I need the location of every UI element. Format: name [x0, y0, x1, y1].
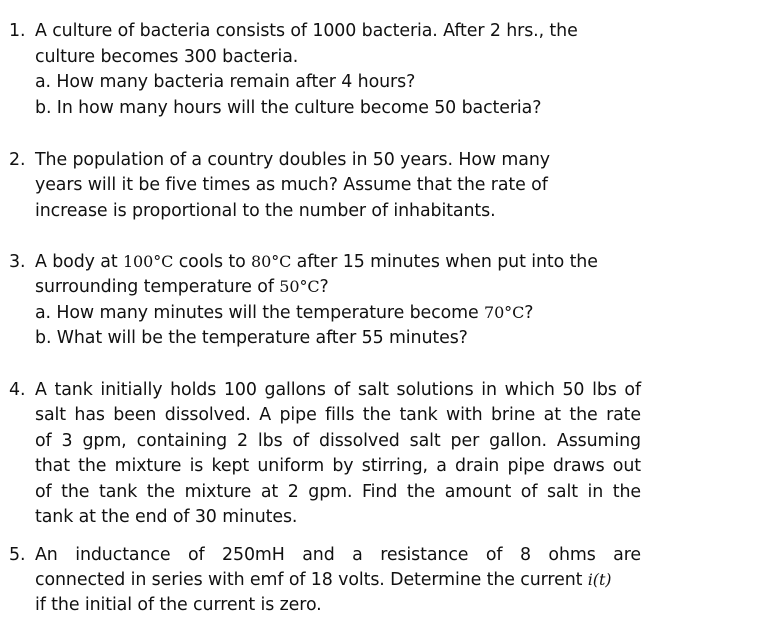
problem-3-line-2-text-b: ? — [319, 277, 329, 297]
problem-1-number: 1. — [9, 21, 26, 41]
problem-3-line-2 — [35, 276, 329, 298]
problem-4-line-5: of the tank the mixture at 2 gpm. Find the amount of salt in the — [35, 482, 641, 502]
temperature-50c: 50°C — [279, 277, 320, 296]
problem-4-line-3: of 3 gpm, containing 2 lbs of dissolved salt per gallon. Assuming — [35, 431, 641, 451]
problem-5-number: 5. — [9, 545, 26, 565]
problem-2-number: 2. — [9, 150, 26, 170]
problem-4-line-2: salt has been dissolved. A pipe fills the tank with brine at the rate — [35, 405, 641, 425]
temperature-80c: 80°C — [251, 252, 292, 271]
problem-5-line-2 — [35, 569, 611, 591]
problem-5-line-3: if the initial of the current is zero. — [35, 595, 322, 615]
problem-1-part-a: a. How many bacteria remain after 4 hours? — [35, 72, 416, 92]
problem-3-line-1-text-a: A body at — [35, 252, 123, 272]
current-symbol: i(t) — [587, 570, 612, 589]
problem-2-line-3: increase is proportional to the number of inhabitants. — [35, 201, 496, 221]
problem-3-part-b: b. What will be the temperature after 55 minutes? — [35, 328, 468, 348]
problem-3-line-2-text-a: surrounding temperature of — [35, 277, 280, 297]
problem-1-line-2: culture becomes 300 bacteria. — [35, 47, 299, 67]
problem-3-line-1 — [35, 251, 598, 273]
problem-4-line-6: tank at the end of 30 minutes. — [35, 507, 298, 527]
problem-5-line-2-text: connected in series with emf of 18 volts. Determine the current — [35, 570, 588, 590]
problem-1-line-1: A culture of bacteria consists of 1000 bacteria. After 2 hrs., the — [35, 21, 578, 41]
problem-3-line-1-text-c: after 15 minutes when put into the — [291, 252, 598, 272]
problem-3-part-a — [35, 302, 533, 324]
temperature-70c: 70°C — [484, 303, 525, 322]
problem-1-part-b: b. In how many hours will the culture become 50 bacteria? — [35, 98, 542, 118]
problem-4-number: 4. — [9, 380, 26, 400]
problem-3-part-a-text: a. How many minutes will the temperature become — [35, 303, 485, 323]
problem-3-line-1-text-b: cools to — [173, 252, 252, 272]
problem-2-line-2: years will it be five times as much? Assume that the rate of — [35, 175, 548, 195]
problem-2-line-1: The population of a country doubles in 50 years. How many — [35, 150, 550, 170]
problem-3-part-a-end: ? — [524, 303, 534, 323]
problem-5-line-1: An inductance of 250mH and a resistance of 8 ohms are — [35, 545, 641, 565]
problem-4-line-4: that the mixture is kept uniform by stirring, a drain pipe draws out — [35, 456, 641, 476]
temperature-100c: 100°C — [122, 252, 174, 271]
problem-4-line-1: A tank initially holds 100 gallons of salt solutions in which 50 lbs of — [35, 380, 641, 400]
problem-3-number: 3. — [9, 252, 26, 272]
